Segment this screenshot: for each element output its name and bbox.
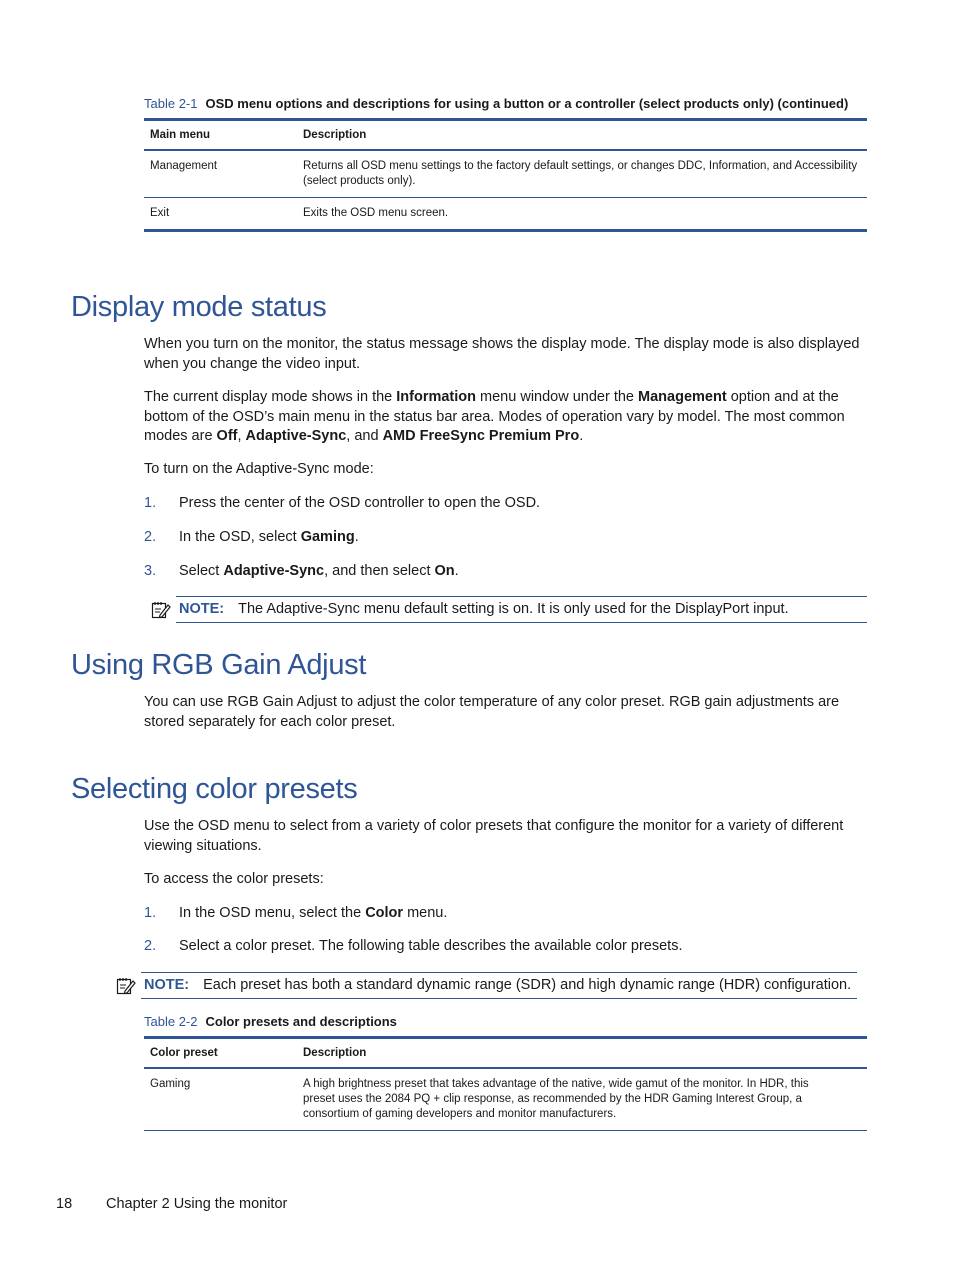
section-title-color-presets: Selecting color presets (71, 773, 358, 805)
table2-header-row (144, 1038, 867, 1069)
note-text: Each preset has both a standard dynamic range (SDR) and high dynamic range (HDR) configuration. (203, 977, 852, 993)
menu-term-information: Information (396, 389, 477, 405)
menu-term-adaptive-sync: Adaptive-Sync (223, 563, 325, 579)
table1-cell: Returns all OSD menu settings to the factory default settings, or changes DDC, Information, and Accessibility (select products only). (297, 150, 867, 198)
step-number: 2. (144, 529, 157, 545)
table2-header-color-preset: Color preset (144, 1038, 297, 1069)
menu-term-amd-freesync: AMD FreeSync Premium Pro (382, 428, 580, 444)
list-item (144, 528, 864, 548)
table-row (144, 150, 867, 198)
text-span: The current display mode shows in the (144, 389, 397, 405)
text-span: option and at the bottom of the OSD’s main menu in the status bar area. Modes of operation vary by model. The most common modes are (144, 389, 845, 444)
text-span: Select (179, 563, 224, 579)
table-row (144, 1068, 867, 1131)
note-pencil-icon (116, 976, 136, 996)
table1-cell: Management (144, 150, 297, 198)
text-span: . (354, 529, 359, 545)
text-span: , and then select (324, 563, 435, 579)
note-box-adaptive-sync (176, 596, 867, 623)
menu-term-management: Management (638, 389, 727, 405)
section-title-display-mode: Display mode status (71, 291, 327, 323)
text-span: menu. (403, 905, 448, 921)
table2-cell: A high brightness preset that takes advantage of the native, wide gamut of the monitor. In HDR, this preset uses the 2084 PQ + clip response, as recommended by the HDR Gaming Interest Group, a consortium of gaming developers and monitor manufacturers. (297, 1068, 867, 1131)
step-text (179, 562, 459, 582)
table2 (144, 1036, 867, 1131)
note-box-sdr-hdr (141, 972, 857, 999)
text-span: . (454, 563, 459, 579)
step-number: 1. (144, 495, 157, 511)
step-number: 2. (144, 938, 157, 954)
list-item (144, 904, 864, 924)
table1-cell: Exits the OSD menu screen. (297, 198, 867, 231)
table2-caption-number: Table 2-2 (144, 1014, 198, 1029)
list-item (144, 562, 864, 582)
list-item (144, 937, 864, 957)
note-label: NOTE: (179, 601, 225, 617)
table1 (144, 118, 867, 232)
table2-cell: Gaming (144, 1068, 297, 1131)
table2-header-description: Description (297, 1038, 867, 1069)
text-span: menu window under the (476, 389, 639, 405)
presets-paragraph-1: Use the OSD menu to select from a variety of color presets that configure the monitor for a variety of different viewing situations. (144, 818, 844, 854)
footer-chapter: Chapter 2 Using the monitor (106, 1196, 288, 1212)
table1-header-main-menu: Main menu (144, 120, 297, 151)
table1-caption-number: Table 2-1 (144, 96, 198, 111)
table2-caption (144, 1014, 397, 1029)
step-text (179, 904, 447, 924)
presets-paragraph-2: To access the color presets: (144, 871, 324, 887)
step-number: 1. (144, 905, 157, 921)
display-mode-paragraph-1: When you turn on the monitor, the status message shows the display mode. The display mode is also displayed when you change the video input. (144, 336, 860, 372)
table-row (144, 198, 867, 231)
step-text: Select a color preset. The following table describes the available color presets. (179, 938, 683, 954)
menu-term-adaptive-sync: Adaptive-Sync (245, 428, 347, 444)
text-span: In the OSD menu, select the (179, 905, 366, 921)
list-item (144, 494, 864, 514)
table2-caption-title: Color presets and descriptions (205, 1014, 397, 1029)
table1-caption-title: OSD menu options and descriptions for using a button or a controller (select products only) (continued) (205, 96, 849, 111)
section-title-rgb-gain: Using RGB Gain Adjust (71, 649, 367, 681)
note-text: The Adaptive-Sync menu default setting is on. It is only used for the DisplayPort input. (238, 601, 789, 617)
table1-cell: Exit (144, 198, 297, 231)
table1-caption (144, 96, 848, 111)
display-mode-paragraph-3: To turn on the Adaptive-Sync mode: (144, 461, 374, 477)
menu-term-gaming: Gaming (300, 529, 355, 545)
step-text (179, 528, 359, 548)
note-pencil-icon (151, 600, 171, 620)
table1-header-description: Description (297, 120, 867, 151)
menu-term-on: On (434, 563, 455, 579)
step-text: Press the center of the OSD controller to open the OSD. (179, 495, 541, 511)
menu-term-color: Color (365, 905, 404, 921)
display-mode-paragraph-2 (144, 388, 869, 447)
text-span: . (579, 428, 584, 444)
text-span: , and (346, 428, 383, 444)
note-label: NOTE: (144, 977, 190, 993)
text-span: In the OSD, select (179, 529, 301, 545)
step-number: 3. (144, 563, 157, 579)
menu-term-off: Off (216, 428, 238, 444)
table1-header-row (144, 120, 867, 151)
text-span: , (237, 428, 246, 444)
page-number: 18 (56, 1196, 73, 1212)
rgb-paragraph-1: You can use RGB Gain Adjust to adjust the color temperature of any color preset. RGB gain adjustments are stored separately for each color preset. (144, 694, 840, 730)
